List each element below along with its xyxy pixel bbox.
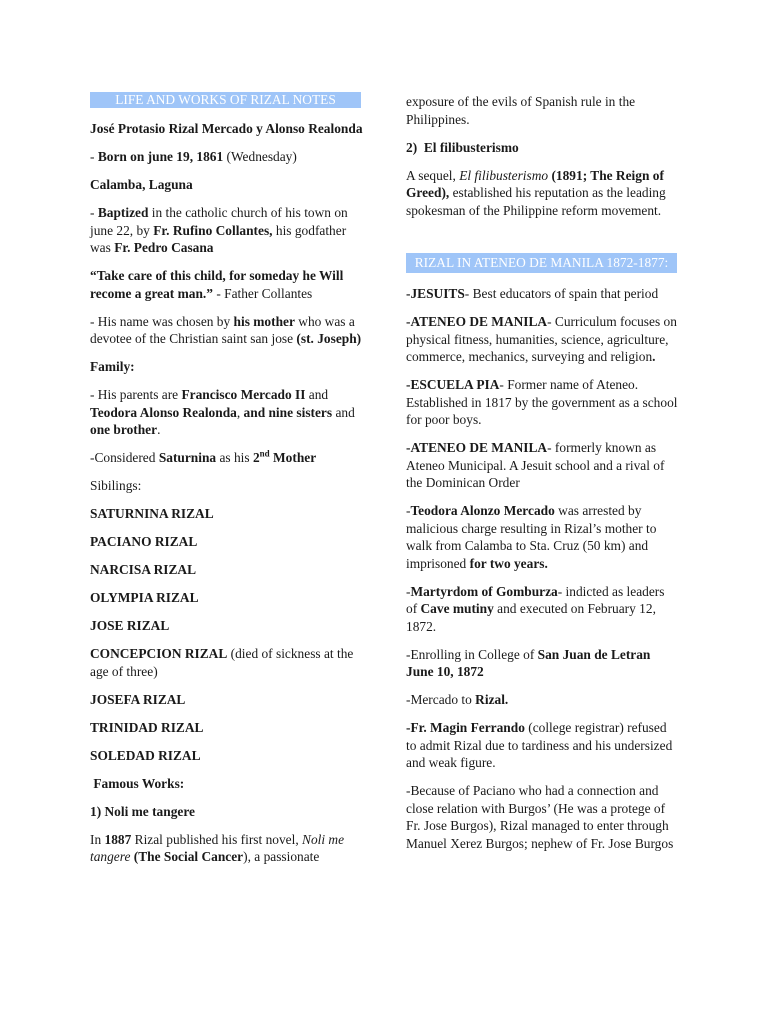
noli-heading: 1) Noli me tangere bbox=[90, 803, 195, 819]
fili-heading: 2) El filibusterismo bbox=[406, 139, 519, 155]
gomburza: -Martyrdom of Gomburza- indicted as leaders of Cave mutiny and executed on February 12, 1872. bbox=[406, 583, 665, 634]
paciano-paragraph: -Because of Paciano who had a connection and close relation with Burgos’ (He was a protege of Fr. Jose Burgos), Rizal managed to enter through Manuel Xerez Burgos; nephew of Fr. Jose Burgos bbox=[406, 783, 674, 851]
teodora-arrest: -Teodora Alonzo Mercado was arrested by malicious charge resulting in Rizal’s mother to walk from Calamba to Sta. Cruz (50 km) and imprisoned for two years. bbox=[406, 503, 657, 571]
sibling-item: TRINIDAD RIZAL bbox=[90, 719, 204, 735]
sibling-item: JOSEFA RIZAL bbox=[90, 691, 186, 707]
ferrando-paragraph: -Fr. Magin Ferrando (college registrar) refused to admit Rizal due to tardiness and his undersized and weak figure. bbox=[406, 720, 673, 770]
family-heading: Family: bbox=[90, 359, 135, 374]
parents-paragraph: - His parents are Francisco Mercado II and Teodora Alonso Realonda, and nine sisters and one brother. bbox=[90, 387, 355, 437]
escuela-pia: -ESCUELA PIA- Former name of Ateneo. Established in 1817 by the government as a school for poor boys. bbox=[406, 377, 678, 427]
jesuits-line: -JESUITS- Best educators of spain that period bbox=[406, 286, 659, 301]
ateneo-municipal: -ATENEO DE MANILA- formerly known as Ateneo Municipal. A Jesuit school and a rival of the Dominican Order bbox=[406, 440, 665, 490]
sibling-item: PACIANO RIZAL bbox=[90, 534, 198, 549]
left-column bbox=[90, 92, 368, 876]
mercado-to-rizal: -Mercado to Rizal. bbox=[406, 692, 509, 707]
ateneo-curriculum: -ATENEO DE MANILA- Curriculum focuses on physical fitness, humanities, science, agriculture, commerce, mechanics, surveying and religion. bbox=[406, 314, 677, 364]
sibling-item: NARCISA RIZAL bbox=[90, 562, 197, 577]
born-line: - Born on june 19, 1861 (Wednesday) bbox=[90, 149, 297, 164]
sibling-item: OLYMPIA RIZAL bbox=[90, 590, 199, 605]
birthplace: Calamba, Laguna bbox=[90, 177, 193, 192]
sibling-item: SOLEDAD RIZAL bbox=[90, 747, 201, 763]
right-column bbox=[406, 93, 678, 863]
famous-works-heading: Famous Works: bbox=[90, 775, 185, 791]
siblings-label: Sibilings: bbox=[90, 478, 142, 493]
sibling-item: SATURNINA RIZAL bbox=[90, 506, 214, 521]
ateneo-section-banner: RIZAL IN ATENEO DE MANILA 1872-1877: bbox=[406, 253, 677, 273]
noli-continuation: exposure of the evils of Spanish rule in the Philippines. bbox=[406, 94, 636, 127]
second-mother-line: -Considered Saturnina as his 2nd Mother bbox=[90, 448, 317, 465]
sibling-item: JOSE RIZAL bbox=[90, 618, 170, 633]
noli-paragraph: In 1887 Rizal published his first novel, Noli me tangere (The Social Cancer), a passionate bbox=[90, 831, 345, 864]
name-chosen-paragraph: - His name was chosen by his mother who was a devotee of the Christian saint san jose (st. Joseph) bbox=[90, 313, 362, 346]
letran-enrollment: -Enrolling in College of San Juan de Letran June 10, 1872 bbox=[406, 646, 651, 679]
baptized-paragraph: - Baptized in the catholic church of his town on june 22, by Fr. Rufino Collantes, his godfather was Fr. Pedro Casana bbox=[90, 205, 348, 255]
collantes-quote: “Take care of this child, for someday he Will recome a great man.” - Father Collantes bbox=[90, 268, 344, 301]
sibling-concepcion: CONCEPCION RIZAL (died of sickness at the age of three) bbox=[90, 646, 354, 679]
full-name: José Protasio Rizal Mercado y Alonso Realonda bbox=[90, 121, 363, 136]
fili-paragraph: A sequel, El filibusterismo (1891; The Reign of Greed), established his reputation as the leading spokesman of the Philippine reform movement. bbox=[406, 167, 666, 218]
notes-title-banner: LIFE AND WORKS OF RIZAL NOTES bbox=[90, 92, 361, 108]
